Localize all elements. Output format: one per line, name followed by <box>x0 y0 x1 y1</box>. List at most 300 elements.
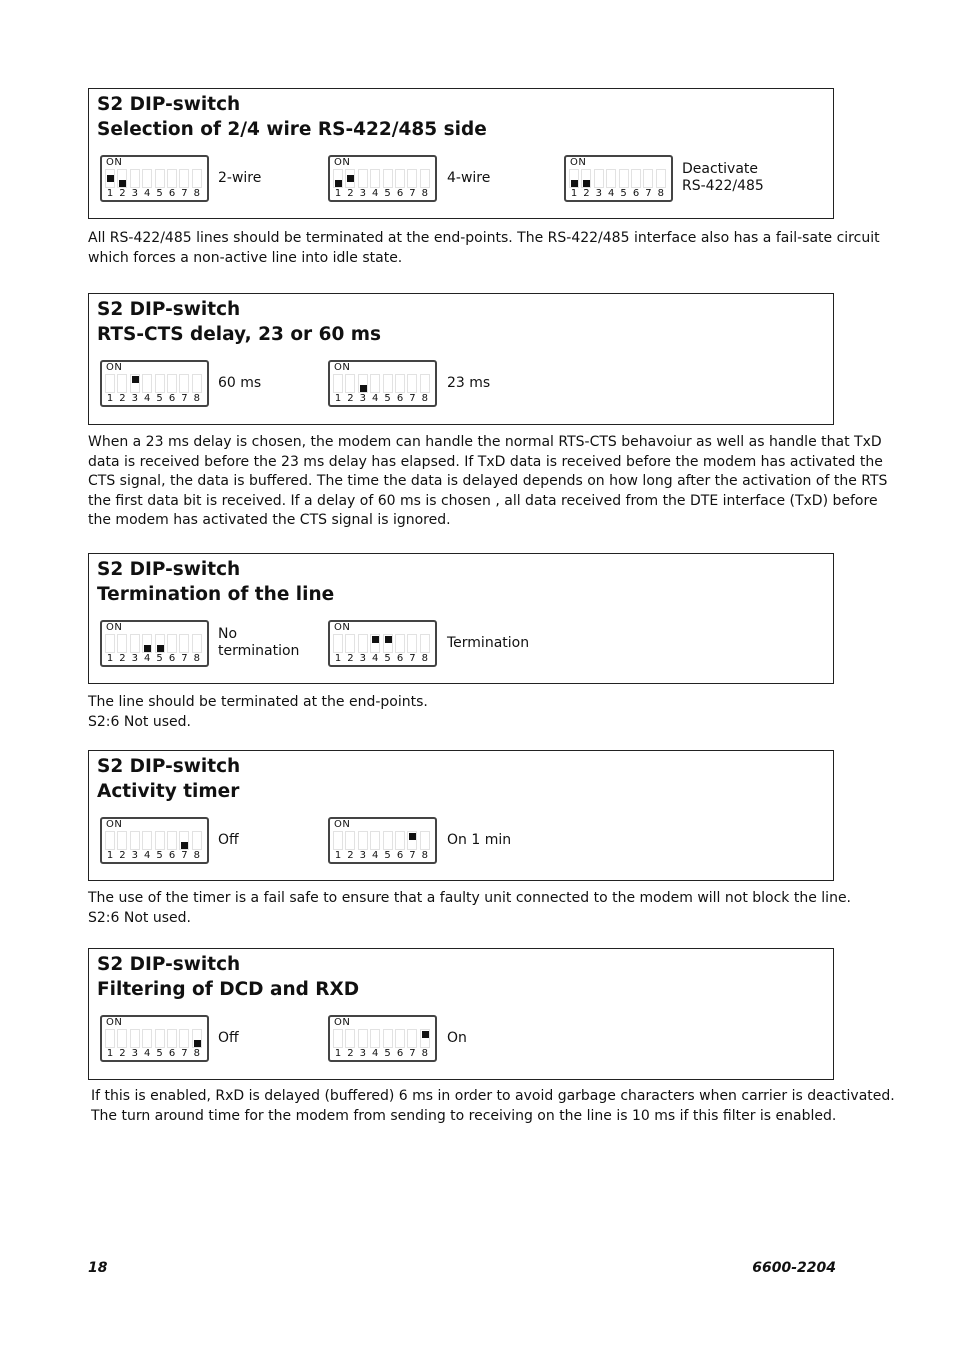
dip-on-label: ON <box>106 157 123 168</box>
dip-switch-diagram <box>100 1015 209 1062</box>
dip-slot <box>345 634 355 653</box>
dip-number: 4 <box>608 188 615 199</box>
dip-number: 6 <box>168 1048 176 1059</box>
dip-slot <box>407 831 417 850</box>
dip-switch-diagram <box>328 620 437 667</box>
settings-section <box>88 553 834 684</box>
dip-slots <box>333 169 432 188</box>
dip-number: 2 <box>119 188 126 199</box>
dip-numbers <box>333 393 432 404</box>
dip-knob-up <box>372 636 379 643</box>
paragraph-line: When a 23 ms delay is chosen, the modem can handle the normal RTS-CTS behavoiur as well as handle that TxD <box>88 434 882 450</box>
dip-number: 1 <box>106 653 114 664</box>
dip-on-label: ON <box>106 622 123 633</box>
dip-switch-diagram <box>100 620 209 667</box>
dip-numbers <box>105 653 204 664</box>
paragraph-line: the modem has activated the CTS signal is ignored. <box>88 512 451 529</box>
dip-number: 4 <box>372 850 379 861</box>
dip-slot <box>370 831 380 850</box>
dip-numbers <box>105 393 204 404</box>
dip-on-label: ON <box>570 157 587 168</box>
switch-option-label-line: Deactivate <box>682 161 759 177</box>
dip-numbers <box>333 850 432 861</box>
dip-number: 2 <box>347 653 354 664</box>
dip-number: 3 <box>131 653 138 664</box>
dip-slots <box>105 634 204 653</box>
switch-option-label <box>218 1030 239 1047</box>
dip-slot <box>420 1029 430 1048</box>
dip-numbers <box>105 188 204 199</box>
dip-slot <box>358 831 368 850</box>
dip-number: 1 <box>106 188 114 199</box>
dip-number: 7 <box>181 850 188 861</box>
dip-on-label: ON <box>334 819 351 830</box>
section-title-line: S2 DIP-switch <box>97 559 241 580</box>
dip-numbers <box>105 850 204 861</box>
dip-slot <box>142 374 152 393</box>
dip-number: 5 <box>384 850 391 861</box>
dip-slot <box>117 831 127 850</box>
settings-section <box>88 293 834 425</box>
dip-slot <box>370 374 380 393</box>
dip-slot <box>167 374 177 393</box>
dip-on-label: ON <box>334 1017 351 1028</box>
dip-knob-up <box>385 636 392 643</box>
dip-slot <box>130 169 140 188</box>
dip-slot <box>370 169 380 188</box>
switch-option-label <box>218 375 261 392</box>
dip-number: 5 <box>156 653 163 664</box>
dip-number: 2 <box>347 393 354 404</box>
dip-slots <box>569 169 668 188</box>
dip-number: 5 <box>384 393 391 404</box>
dip-number: 2 <box>119 1048 126 1059</box>
section-title-line: Termination of the line <box>97 583 335 605</box>
dip-number: 6 <box>632 188 640 199</box>
settings-section <box>88 750 834 881</box>
dip-slot <box>142 634 152 653</box>
switch-option-label-line: No <box>218 626 238 642</box>
dip-switch-diagram <box>328 155 437 202</box>
paragraph-line: which forces a non-active line into idle state. <box>88 249 403 266</box>
dip-slots <box>333 1029 432 1048</box>
section-title-line: Activity timer <box>97 780 240 802</box>
switch-option-label-line: 60 ms <box>218 374 262 391</box>
dip-slot <box>105 169 115 188</box>
dip-slot <box>117 634 127 653</box>
dip-numbers <box>333 188 432 199</box>
dip-numbers <box>569 188 668 199</box>
dip-number: 5 <box>156 1048 163 1059</box>
dip-slot <box>383 169 393 188</box>
dip-number: 8 <box>421 393 428 404</box>
dip-slot <box>179 634 189 653</box>
dip-number: 5 <box>620 188 627 199</box>
dip-slot <box>155 374 165 393</box>
dip-on-label: ON <box>334 157 351 168</box>
paragraph-line: S2:6 Not used. <box>88 713 191 730</box>
dip-number: 3 <box>359 188 366 199</box>
dip-switch-diagram <box>100 155 209 202</box>
dip-number: 4 <box>144 653 151 664</box>
dip-slot <box>370 634 380 653</box>
dip-slot <box>395 831 405 850</box>
section-title-line: S2 DIP-switch <box>97 299 241 320</box>
settings-section <box>88 948 834 1080</box>
dip-knob-down <box>144 645 151 652</box>
dip-slot <box>656 169 666 188</box>
dip-slot <box>192 634 202 653</box>
dip-slot <box>167 634 177 653</box>
dip-number: 3 <box>359 393 366 404</box>
paragraph-line: The use of the timer is a fail safe to ensure that a faulty unit connected to the modem will not block the line. <box>88 890 852 906</box>
dip-number: 2 <box>119 850 126 861</box>
dip-switch-diagram <box>564 155 673 202</box>
dip-number: 7 <box>181 188 188 199</box>
dip-number: 8 <box>193 393 200 404</box>
switch-option-label <box>218 170 261 187</box>
dip-slot <box>142 1029 152 1048</box>
dip-slot <box>167 831 177 850</box>
switch-option-label-line: Termination <box>447 634 530 651</box>
dip-number: 8 <box>193 188 200 199</box>
dip-knob-down <box>181 842 188 849</box>
dip-number: 4 <box>144 850 151 861</box>
dip-slots <box>333 831 432 850</box>
dip-number: 5 <box>156 393 163 404</box>
dip-slot <box>594 169 604 188</box>
paragraph-line: the first data bit is received. If a delay of 60 ms is chosen , all data received from the DTE interface (TxD) before <box>88 492 878 509</box>
section-title <box>97 93 487 142</box>
dip-number: 6 <box>396 850 404 861</box>
dip-number: 3 <box>131 850 138 861</box>
dip-number: 6 <box>168 653 176 664</box>
section-title-line: Selection of 2/4 wire RS-422/485 side <box>97 118 487 140</box>
dip-number: 1 <box>334 1048 342 1059</box>
switch-option-label <box>447 375 490 392</box>
dip-number: 1 <box>334 188 342 199</box>
dip-slot <box>155 634 165 653</box>
dip-number: 8 <box>421 1048 428 1059</box>
document-number: 6600-2204 <box>752 1260 836 1276</box>
dip-number: 7 <box>645 188 652 199</box>
dip-number: 3 <box>131 1048 138 1059</box>
dip-knob-down <box>360 385 367 392</box>
dip-number: 6 <box>396 1048 404 1059</box>
paragraph-line: data is received before the 23 ms delay has elapsed. If TxD data is received before the modem has activated the <box>88 453 883 470</box>
section-title <box>97 298 381 347</box>
settings-section <box>88 88 834 219</box>
dip-slot <box>333 1029 343 1048</box>
dip-number: 1 <box>334 393 342 404</box>
dip-slot <box>358 374 368 393</box>
dip-slot <box>395 169 405 188</box>
dip-slot <box>358 169 368 188</box>
dip-number: 4 <box>372 393 379 404</box>
switch-option-label <box>447 832 511 849</box>
dip-slot <box>105 634 115 653</box>
dip-slot <box>569 169 579 188</box>
dip-slot <box>420 169 430 188</box>
dip-number: 1 <box>106 393 114 404</box>
switch-option-label-line: On <box>447 1029 467 1046</box>
dip-slots <box>333 634 432 653</box>
dip-slot <box>130 374 140 393</box>
dip-slot <box>117 1029 127 1048</box>
section-title-line: S2 DIP-switch <box>97 756 241 777</box>
dip-slot <box>192 831 202 850</box>
dip-slot <box>395 1029 405 1048</box>
switch-option-label <box>447 635 529 652</box>
dip-slot <box>395 634 405 653</box>
dip-number: 3 <box>131 393 138 404</box>
dip-knob-mid <box>347 175 354 182</box>
dip-number: 7 <box>181 393 188 404</box>
dip-knob-down <box>571 180 578 187</box>
dip-slot <box>155 1029 165 1048</box>
dip-slot <box>167 1029 177 1048</box>
dip-slots <box>333 374 432 393</box>
dip-slot <box>105 1029 115 1048</box>
dip-number: 6 <box>168 188 176 199</box>
dip-slot <box>606 169 616 188</box>
dip-slot <box>358 634 368 653</box>
dip-number: 6 <box>396 393 404 404</box>
dip-switch-diagram <box>328 817 437 864</box>
dip-number: 2 <box>119 653 126 664</box>
switch-option-label <box>218 626 299 660</box>
dip-slot <box>643 169 653 188</box>
description-paragraph <box>88 433 888 531</box>
switch-option-label-line: RS-422/485 <box>682 178 764 194</box>
dip-number: 5 <box>384 188 391 199</box>
dip-knob-down <box>335 180 342 187</box>
dip-number: 4 <box>372 1048 379 1059</box>
dip-number: 5 <box>384 653 391 664</box>
dip-on-label: ON <box>334 362 351 373</box>
dip-number: 1 <box>334 653 342 664</box>
section-title-line: Filtering of DCD and RXD <box>97 978 360 1000</box>
switch-option-label-line: On 1 min <box>447 831 512 848</box>
dip-number: 8 <box>421 653 428 664</box>
dip-slots <box>105 831 204 850</box>
dip-number: 5 <box>156 850 163 861</box>
dip-number: 3 <box>131 188 138 199</box>
dip-number: 8 <box>657 188 664 199</box>
description-paragraph <box>88 693 838 732</box>
dip-slot <box>105 374 115 393</box>
dip-number: 7 <box>409 1048 416 1059</box>
dip-slot <box>631 169 641 188</box>
dip-slot <box>619 169 629 188</box>
dip-number: 7 <box>181 653 188 664</box>
dip-number: 4 <box>372 653 379 664</box>
dip-number: 6 <box>168 850 176 861</box>
dip-slot <box>130 831 140 850</box>
dip-slot <box>333 634 343 653</box>
dip-number: 4 <box>144 1048 151 1059</box>
dip-number: 1 <box>334 850 342 861</box>
dip-number: 1 <box>106 850 114 861</box>
switch-option-label-line: 23 ms <box>447 374 491 391</box>
dip-slot <box>179 374 189 393</box>
paragraph-line: CTS signal, the data is buffered. The time the data is delayed depends on how long after the activation of the RTS <box>88 473 888 490</box>
dip-slot <box>142 831 152 850</box>
dip-slot <box>333 169 343 188</box>
dip-slot <box>142 169 152 188</box>
switch-option-label <box>682 161 764 195</box>
dip-slot <box>167 169 177 188</box>
dip-slot <box>420 831 430 850</box>
paragraph-line: If this is enabled, RxD is delayed (buffered) 6 ms in order to avoid garbage characters when carrier is deactivated. <box>91 1088 895 1104</box>
dip-slot <box>130 1029 140 1048</box>
section-title <box>97 558 334 607</box>
dip-slots <box>105 374 204 393</box>
dip-number: 6 <box>168 393 176 404</box>
dip-slot <box>420 374 430 393</box>
switch-option-label <box>447 1030 467 1047</box>
dip-numbers <box>333 1048 432 1059</box>
dip-slot <box>383 1029 393 1048</box>
switch-option-label-line: Off <box>218 1029 239 1046</box>
switch-option-label <box>447 170 490 187</box>
dip-knob-up <box>409 833 416 840</box>
switch-option-label <box>218 832 239 849</box>
dip-slot <box>117 374 127 393</box>
dip-slot <box>333 831 343 850</box>
dip-number: 2 <box>347 1048 354 1059</box>
dip-slot <box>420 634 430 653</box>
dip-slot <box>383 374 393 393</box>
section-title-line: RTS-CTS delay, 23 or 60 ms <box>97 323 382 345</box>
dip-slot <box>407 169 417 188</box>
switch-option-label-line: Off <box>218 831 239 848</box>
dip-slots <box>105 1029 204 1048</box>
dip-number: 3 <box>359 653 366 664</box>
dip-number: 6 <box>396 188 404 199</box>
dip-slot <box>333 374 343 393</box>
dip-slot <box>130 634 140 653</box>
dip-slot <box>345 374 355 393</box>
dip-slot <box>581 169 591 188</box>
dip-knob-up <box>132 376 139 383</box>
switch-option-label-line: 2-wire <box>218 169 262 186</box>
dip-number: 4 <box>144 393 151 404</box>
dip-on-label: ON <box>106 362 123 373</box>
dip-slot <box>407 374 417 393</box>
dip-number: 7 <box>409 850 416 861</box>
dip-number: 8 <box>193 1048 200 1059</box>
section-title <box>97 755 240 804</box>
dip-slot <box>192 374 202 393</box>
dip-slot <box>383 634 393 653</box>
dip-number: 5 <box>384 1048 391 1059</box>
dip-number: 2 <box>347 188 354 199</box>
dip-knob-down <box>583 180 590 187</box>
dip-slot <box>179 1029 189 1048</box>
dip-slot <box>407 634 417 653</box>
dip-number: 2 <box>347 850 354 861</box>
dip-on-label: ON <box>334 622 351 633</box>
dip-slot <box>358 1029 368 1048</box>
dip-knob-down <box>157 645 164 652</box>
dip-number: 7 <box>409 188 416 199</box>
dip-switch-diagram <box>328 1015 437 1062</box>
dip-number: 1 <box>570 188 578 199</box>
dip-number: 8 <box>193 653 200 664</box>
dip-slot <box>395 374 405 393</box>
description-paragraph <box>91 1087 895 1126</box>
dip-number: 2 <box>583 188 590 199</box>
dip-slot <box>345 831 355 850</box>
dip-number: 1 <box>106 1048 114 1059</box>
dip-on-label: ON <box>106 819 123 830</box>
dip-knob-down <box>119 180 126 187</box>
dip-number: 3 <box>595 188 602 199</box>
dip-number: 2 <box>119 393 126 404</box>
dip-knob-down <box>194 1040 201 1047</box>
dip-slot <box>105 831 115 850</box>
dip-number: 7 <box>409 393 416 404</box>
dip-slot <box>179 831 189 850</box>
dip-numbers <box>333 653 432 664</box>
dip-slot <box>407 1029 417 1048</box>
dip-slot <box>179 169 189 188</box>
dip-number: 3 <box>359 850 366 861</box>
description-paragraph <box>88 889 852 928</box>
dip-slot <box>345 1029 355 1048</box>
switch-option-label-line: termination <box>218 643 300 659</box>
dip-slot <box>155 831 165 850</box>
dip-slot <box>345 169 355 188</box>
dip-switch-diagram <box>328 360 437 407</box>
dip-number: 8 <box>421 850 428 861</box>
dip-number: 7 <box>409 653 416 664</box>
paragraph-line: All RS-422/485 lines should be terminated at the end-points. The RS-422/485 interface also has a fail-sate circuit <box>88 230 880 246</box>
dip-slots <box>105 169 204 188</box>
section-title-line: S2 DIP-switch <box>97 94 241 115</box>
dip-knob-up <box>422 1031 429 1038</box>
paragraph-line: S2:6 Not used. <box>88 909 191 926</box>
paragraph-line: The turn around time for the modem from sending to receiving on the line is 10 ms if this filter is enabled. <box>91 1107 837 1124</box>
dip-number: 8 <box>193 850 200 861</box>
section-title <box>97 953 359 1002</box>
dip-number: 4 <box>144 188 151 199</box>
dip-on-label: ON <box>106 1017 123 1028</box>
dip-number: 7 <box>181 1048 188 1059</box>
switch-option-label-line: 4-wire <box>447 169 491 186</box>
section-title-line: S2 DIP-switch <box>97 954 241 975</box>
dip-slot <box>117 169 127 188</box>
dip-slot <box>192 169 202 188</box>
dip-number: 5 <box>156 188 163 199</box>
page-number: 18 <box>88 1260 108 1276</box>
dip-knob-mid <box>107 175 114 182</box>
dip-slot <box>370 1029 380 1048</box>
paragraph-line: The line should be terminated at the end-points. <box>88 694 428 710</box>
dip-slot <box>192 1029 202 1048</box>
dip-switch-diagram <box>100 817 209 864</box>
dip-switch-diagram <box>100 360 209 407</box>
dip-number: 6 <box>396 653 404 664</box>
dip-numbers <box>105 1048 204 1059</box>
dip-slot <box>383 831 393 850</box>
dip-number: 8 <box>421 188 428 199</box>
dip-number: 3 <box>359 1048 366 1059</box>
description-paragraph <box>88 229 880 268</box>
dip-number: 4 <box>372 188 379 199</box>
dip-slot <box>155 169 165 188</box>
